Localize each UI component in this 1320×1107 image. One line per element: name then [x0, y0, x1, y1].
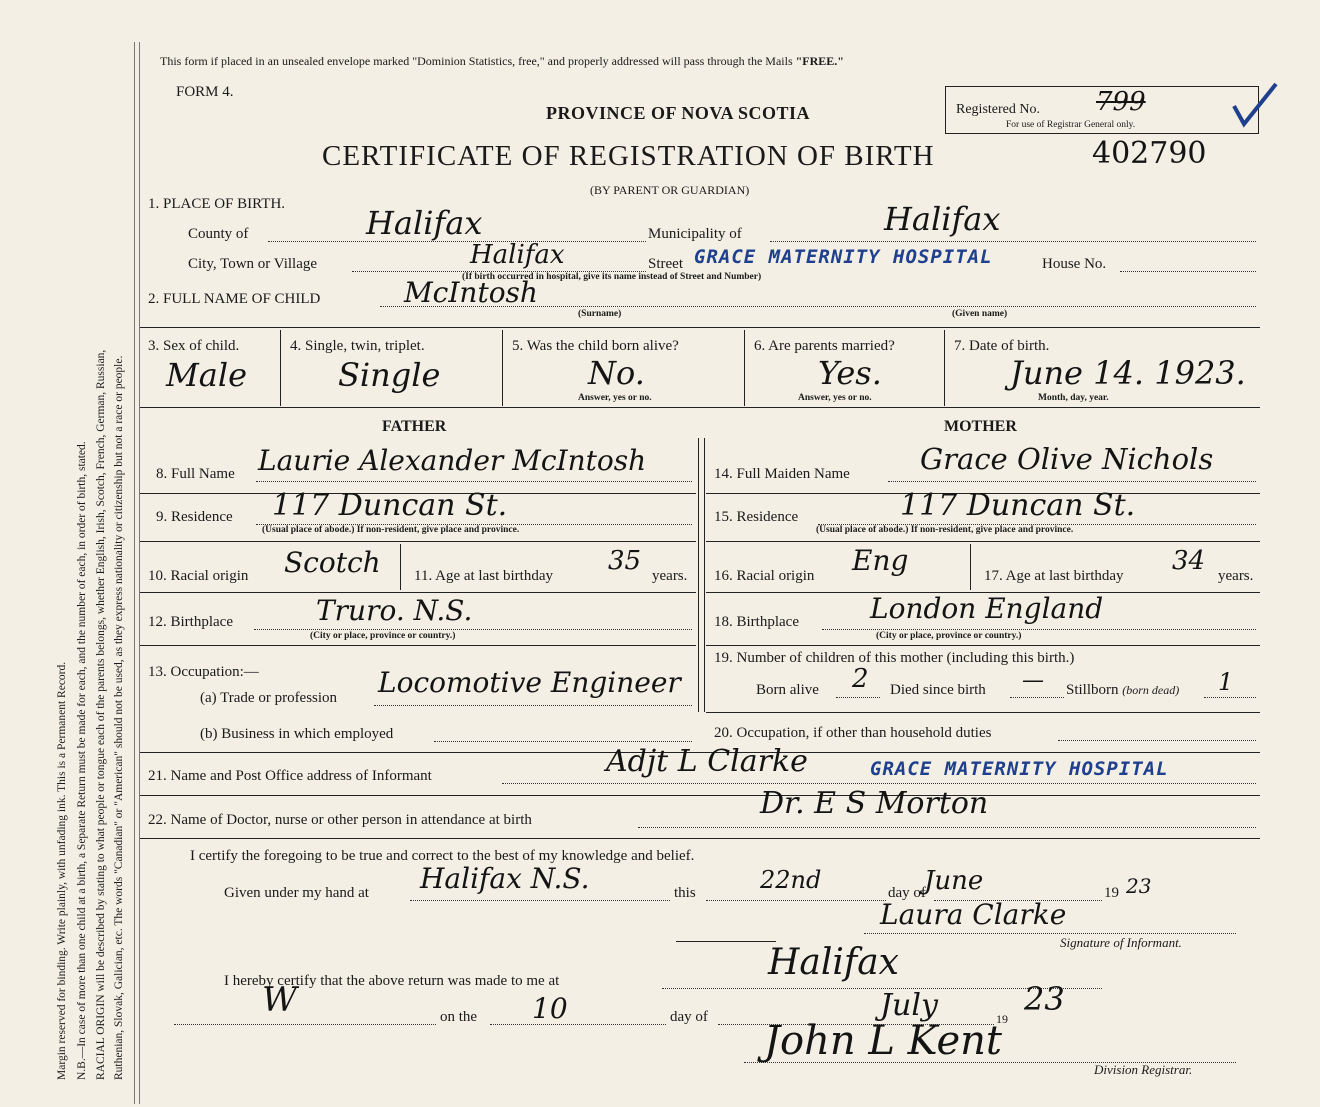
- mother-racial-label: 16. Racial origin: [714, 568, 815, 584]
- col-rule-b: [502, 330, 503, 406]
- registered-label: Registered No.: [956, 102, 1040, 117]
- mother-rule-5: [706, 712, 1260, 713]
- father-rule-4: [140, 645, 696, 646]
- father-name-line: [256, 481, 692, 482]
- born-alive-count-value: 2: [852, 664, 869, 694]
- certificate-title: CERTIFICATE OF REGISTRATION OF BIRTH: [322, 140, 935, 172]
- sex-value: Male: [166, 356, 248, 394]
- registrar-certify-label: I hereby certify that the above return was made to me at: [224, 973, 560, 989]
- given-day-line: [706, 900, 886, 901]
- business-line: [434, 741, 692, 742]
- mother-occupation-label: 20. Occupation, if other than household duties: [714, 725, 992, 741]
- mother-residence-value: 117 Duncan St.: [900, 488, 1136, 523]
- given-day-value: 22nd: [760, 866, 822, 894]
- died-since-birth-line: [1010, 697, 1064, 698]
- given-name-caption: (Given name): [952, 309, 1008, 319]
- mother-age-label: 17. Age at last birthday: [984, 568, 1124, 584]
- born-alive-line: [836, 697, 880, 698]
- certificate-number: 402790: [1092, 136, 1207, 171]
- parents-married-caption: Answer, yes or no.: [798, 393, 872, 403]
- plurality-label: 4. Single, twin, triplet.: [290, 338, 425, 354]
- check-mark-stroke: [1234, 84, 1276, 124]
- stillborn-label: [1066, 682, 1179, 699]
- doctor-line: [638, 827, 1256, 828]
- registrar-note: For use of Registrar General only.: [1006, 120, 1136, 130]
- mother-residence-caption: (Usual place of abode.) If non-resident, give place and province.: [816, 525, 1074, 535]
- child-surname-value: McIntosh: [404, 276, 538, 309]
- place-of-birth-label: 1. PLACE OF BIRTH.: [148, 196, 286, 212]
- parents-married-question: 6. Are parents married?: [754, 338, 895, 354]
- parents-married-answer: Yes.: [818, 354, 882, 392]
- father-age-label: 11. Age at last birthday: [414, 568, 553, 584]
- side-note-margin: Margin reserved for binding. Write plainly, with unfading ink. This is a Permanent Record.: [56, 661, 68, 1080]
- county-label: County of: [188, 226, 249, 242]
- side-note-racial-1: RACIAL ORIGIN will be described by stating to what people or tongue each of the parents belongs, whether English, Irish, Scotch, French, German, Russian,: [95, 349, 107, 1080]
- born-alive-caption: Answer, yes or no.: [578, 393, 652, 403]
- form-number: FORM 4.: [176, 84, 234, 100]
- municipality-label: Municipality of: [648, 226, 742, 242]
- father-birthplace-value: Truro. N.S.: [316, 594, 473, 627]
- father-birthplace-line: [254, 629, 692, 630]
- stillborn-label-text: Stillborn: [1066, 682, 1119, 698]
- father-residence-label: 9. Residence: [156, 509, 233, 525]
- stillborn-line: [1204, 697, 1256, 698]
- row-rule-4: [140, 795, 1260, 796]
- reg-year-prefix: 19: [996, 1012, 1008, 1026]
- side-note-racial-2: Ruthenian, Slovak, Galician, etc. The words "Canadian" or "American" should not be used, as they express nationality or citizenship but not a race or people.: [113, 355, 125, 1080]
- father-heading: FATHER: [382, 418, 447, 435]
- row-rule-1: [140, 327, 1260, 328]
- father-birthplace-label: 12. Birthplace: [148, 614, 233, 630]
- born-alive-question: 5. Was the child born alive?: [512, 338, 679, 354]
- born-alive-answer: No.: [588, 354, 645, 392]
- given-this-label: this: [674, 885, 696, 901]
- father-residence-value: 117 Duncan St.: [272, 488, 508, 523]
- dob-label: 7. Date of birth.: [954, 338, 1050, 354]
- trade-value: Locomotive Engineer: [378, 666, 681, 699]
- trade-label: (a) Trade or profession: [200, 690, 338, 706]
- given-year-value: 23: [1126, 874, 1152, 898]
- municipality-value: Halifax: [884, 200, 1001, 238]
- given-year-prefix: 19: [1104, 885, 1119, 901]
- column-divider-2: [704, 438, 705, 712]
- mother-rule-4: [706, 645, 1260, 646]
- registrar-signature: John L Kent: [764, 1018, 1002, 1064]
- reg-year-value: 23: [1024, 980, 1065, 1018]
- father-racial-label: 10. Racial origin: [148, 568, 249, 584]
- col-rule-d: [944, 330, 945, 406]
- street-value: GRACE MATERNITY HOSPITAL: [694, 246, 993, 268]
- margin-rule-2: [139, 42, 140, 1104]
- registrar-place-value: Halifax: [768, 942, 899, 983]
- province-heading: PROVINCE OF NOVA SCOTIA: [546, 103, 811, 123]
- mother-residence-label: 15. Residence: [714, 509, 799, 525]
- registrar-caption: Division Registrar.: [1094, 1062, 1193, 1077]
- city-label: City, Town or Village: [188, 256, 318, 272]
- stillborn-note: (born dead): [1122, 683, 1180, 697]
- informant-line: [502, 783, 1256, 784]
- informant-signature: Laura Clarke: [880, 898, 1067, 931]
- father-birthplace-caption: (City or place, province or country.): [310, 631, 456, 641]
- mother-name-label: 14. Full Maiden Name: [714, 466, 850, 482]
- given-day-of-label: day of: [888, 885, 926, 901]
- father-age-value: 35: [608, 546, 642, 576]
- given-month-value: June: [924, 866, 984, 896]
- father-rule-3: [140, 592, 696, 593]
- mother-rule-2: [706, 541, 1260, 542]
- reg-day-value: 10: [532, 992, 568, 1025]
- reg-day-line: [490, 1024, 666, 1025]
- row-rule-2: [140, 407, 1260, 408]
- informant-signature-line: [864, 933, 1236, 934]
- check-mark-icon: [1230, 78, 1280, 130]
- business-label: (b) Business in which employed: [200, 726, 394, 742]
- mail-notice-text: This form if placed in an unsealed envelope marked "Dominion Statistics, free," and properly addressed will pass through the Mails: [160, 54, 793, 68]
- mother-racial-divider: [970, 544, 971, 590]
- mother-racial-value: Eng: [852, 544, 909, 577]
- died-since-birth-value: —: [1022, 668, 1044, 693]
- mother-birthplace-label: 18. Birthplace: [714, 614, 799, 630]
- on-the-label: on the: [440, 1009, 478, 1025]
- mother-name-value: Grace Olive Nichols: [920, 442, 1214, 476]
- mother-occupation-line: [1058, 740, 1256, 741]
- side-note-nb: N.B.—In case of more than one child at a birth, a Separate Return must be made for each, and the number of each, in order of birth, stated.: [76, 441, 88, 1080]
- reg-month-value: July: [880, 988, 938, 1023]
- father-rule-2: [140, 541, 696, 542]
- mother-age-value: 34: [1172, 546, 1206, 576]
- mail-notice-free: "FREE.": [795, 54, 844, 68]
- certificate-subtitle: (BY PARENT OR GUARDIAN): [590, 183, 750, 197]
- house-label: House No.: [1042, 256, 1107, 272]
- father-age-years: years.: [652, 568, 688, 584]
- father-residence-caption: (Usual place of abode.) If non-resident, give place and province.: [262, 525, 520, 535]
- father-occupation-label: 13. Occupation:—: [148, 664, 259, 680]
- trade-line: [374, 705, 692, 706]
- dob-value: June 14. 1923.: [1010, 354, 1246, 392]
- father-racial-value: Scotch: [284, 546, 381, 579]
- father-racial-divider: [400, 544, 401, 590]
- mother-heading: MOTHER: [944, 418, 1017, 435]
- given-place-line: [410, 900, 670, 901]
- mail-notice: [160, 54, 844, 69]
- mother-birthplace-line: [822, 629, 1256, 630]
- registered-number: 799: [1096, 87, 1146, 117]
- col-rule-a: [280, 330, 281, 406]
- mother-name-line: [888, 481, 1256, 482]
- informant-label: 21. Name and Post Office address of Informant: [148, 768, 432, 784]
- certify-statement: I certify the foregoing to be true and correct to the best of my knowledge and belief.: [190, 848, 695, 864]
- hospital-note: (If birth occurred in hospital, give its name instead of Street and Number): [462, 272, 762, 282]
- col-rule-c: [744, 330, 745, 406]
- separator-rule: [676, 941, 776, 942]
- child-name-label: 2. FULL NAME OF CHILD: [148, 291, 321, 307]
- registrar-mark: W: [262, 980, 297, 1020]
- given-under-hand-label: Given under my hand at: [224, 885, 369, 901]
- died-since-birth-label: Died since birth: [890, 682, 986, 698]
- surname-caption: (Surname): [578, 309, 622, 319]
- municipality-line: [770, 241, 1256, 242]
- house-line: [1120, 271, 1256, 272]
- father-name-label: 8. Full Name: [156, 466, 235, 482]
- row-rule-5: [140, 838, 1260, 839]
- city-value: Halifax: [470, 240, 565, 270]
- father-name-value: Laurie Alexander McIntosh: [258, 444, 647, 477]
- informant-signature-caption: Signature of Informant.: [1060, 935, 1182, 950]
- sex-label: 3. Sex of child.: [148, 338, 240, 354]
- mother-age-years: years.: [1218, 568, 1254, 584]
- born-alive-count-label: Born alive: [756, 682, 819, 698]
- column-divider: [698, 438, 699, 712]
- margin-rule: [134, 42, 135, 1104]
- mother-birthplace-caption: (City or place, province or country.): [876, 631, 1022, 641]
- street-label: Street: [648, 256, 683, 272]
- reg-day-of-label: day of: [670, 1009, 708, 1025]
- dob-caption: Month, day, year.: [1038, 393, 1109, 403]
- registered-box: [945, 86, 1259, 134]
- doctor-value: Dr. E S Morton: [760, 786, 989, 821]
- informant-name-value: Adjt L Clarke: [606, 744, 808, 779]
- mother-birthplace-value: London England: [870, 592, 1104, 625]
- plurality-value: Single: [338, 356, 441, 394]
- county-value: Halifax: [366, 204, 483, 242]
- informant-address-value: GRACE MATERNITY HOSPITAL: [870, 758, 1169, 780]
- doctor-label: 22. Name of Doctor, nurse or other person in attendance at birth: [148, 812, 532, 828]
- given-place-value: Halifax N.S.: [420, 862, 590, 895]
- registrar-mark-line: [174, 1024, 436, 1025]
- children-count-label: 19. Number of children of this mother (including this birth.): [714, 650, 1075, 666]
- stillborn-value: 1: [1218, 668, 1234, 696]
